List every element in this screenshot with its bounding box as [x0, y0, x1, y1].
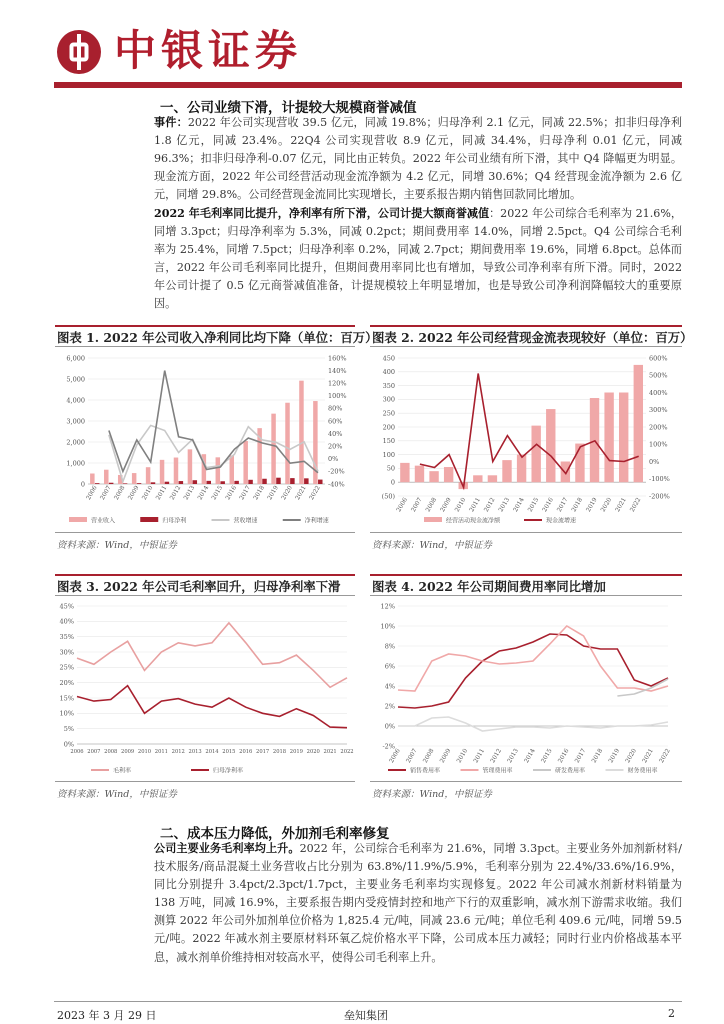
x-tick-label: 2013: [506, 747, 520, 765]
legend-label: 毛利率: [113, 767, 132, 775]
x-tick-label: 2008: [424, 496, 439, 514]
x-tick-label: 2017: [238, 484, 253, 502]
x-tick-label: 2016: [239, 749, 253, 755]
section-title-2: 二、成本压力降低，外加剂毛利率修复: [160, 826, 390, 842]
x-tick-label: 2022: [658, 747, 672, 765]
y-tick-label: 10%: [380, 622, 395, 631]
bar-归母净利: [179, 481, 183, 484]
figure-source: 资料来源：Wind，中银证券: [57, 789, 177, 800]
bar-归母净利: [95, 483, 99, 484]
bar-归母净利: [304, 478, 308, 484]
y2-tick-label: 80%: [328, 404, 343, 413]
x-tick-label: 2015: [210, 484, 225, 502]
figure-1-chart: [55, 350, 355, 530]
bar-营业收入: [271, 414, 275, 484]
x-tick-label: 2007: [404, 747, 419, 765]
line-归母净利率: [77, 686, 347, 728]
line-管理费用率: [398, 626, 668, 691]
y-tick-label: 8%: [384, 642, 395, 651]
x-tick-label: 2012: [482, 496, 497, 514]
bar-归母净利: [248, 480, 252, 484]
x-tick-label: 2018: [252, 484, 266, 502]
x-tick-label: 2021: [294, 484, 308, 502]
x-tick-label: 2018: [590, 747, 605, 765]
y-tick-label: 100: [382, 450, 395, 459]
paragraph-lead: 2022 年毛利率同比提升，净利率有所下滑，公司计提大额商誉减值: [154, 207, 490, 220]
figure-rule: [55, 532, 355, 533]
x-tick-label: 2022: [628, 496, 643, 514]
y-tick-label: 25%: [59, 663, 74, 672]
figure-source: 资料来源：Wind，中银证券: [372, 789, 492, 800]
figure-2-title: 图表 2. 2022 年公司经营现金流表现较好（单位：百万）: [372, 330, 693, 345]
footer-company: 垒知集团: [344, 1009, 388, 1022]
paragraph-lead: 公司主要业务毛利率均上升。: [154, 842, 300, 855]
line-销售费用率: [398, 634, 668, 708]
x-tick-label: 2011: [472, 747, 487, 765]
y-tick-label: 250: [382, 409, 395, 418]
y-tick-label: 10%: [59, 709, 74, 718]
legend-label: 净利增速: [304, 517, 329, 525]
y-tick-label: 40%: [59, 617, 74, 626]
y-tick-label: 30%: [59, 648, 74, 657]
x-tick-label: 2011: [154, 749, 168, 755]
y-tick-label: 0%: [63, 740, 74, 749]
x-tick-label: 2018: [570, 496, 585, 514]
figure-rule: [55, 781, 355, 782]
legend-label: 营业收入: [91, 517, 116, 525]
footer-date: 2023 年 3 月 29 日: [57, 1009, 157, 1022]
x-tick-label: 2008: [112, 484, 127, 502]
y-tick-label: 1,000: [66, 459, 85, 468]
bar-经营活动现金流净额: [546, 409, 555, 482]
y-tick-label: 200: [382, 423, 395, 432]
bar-归母净利: [151, 482, 155, 484]
legend-swatch: [424, 517, 442, 522]
y-tick-label: 45%: [59, 602, 74, 611]
bar-归母净利: [165, 482, 169, 484]
x-tick-label: 2014: [205, 749, 219, 755]
bar-归母净利: [318, 480, 322, 484]
y2-tick-label: 400%: [649, 388, 668, 397]
x-tick-label: 2006: [395, 496, 410, 514]
bar-经营活动现金流净额: [488, 475, 497, 482]
figure-3-chart: [55, 598, 355, 780]
x-tick-label: 2020: [306, 749, 320, 755]
x-tick-label: 2008: [104, 749, 118, 755]
bar-归母净利: [290, 478, 294, 484]
x-tick-label: 2013: [188, 749, 202, 755]
y-tick-label: 400: [382, 368, 395, 377]
legend-swatch: [69, 517, 87, 522]
bar-营业收入: [230, 455, 234, 484]
y-tick-label: 0: [390, 478, 395, 487]
x-tick-label: 2012: [168, 484, 183, 502]
bar-经营活动现金流净额: [619, 393, 628, 483]
figure-rule: [370, 574, 682, 576]
figure-rule: [55, 325, 355, 327]
bar-营业收入: [104, 470, 108, 484]
x-tick-label: 2010: [140, 484, 155, 502]
y2-tick-label: -200%: [649, 492, 670, 501]
y2-tick-label: 300%: [649, 406, 668, 415]
figure-1-title: 图表 1. 2022 年公司收入净利同比均下降（单位：百万）: [57, 330, 378, 345]
x-tick-label: 2020: [624, 747, 638, 765]
y-tick-label: 6%: [384, 662, 395, 671]
y-tick-label: 20%: [59, 678, 74, 687]
paragraph-event: [154, 114, 682, 204]
x-tick-label: 2010: [455, 747, 470, 765]
figure-rule: [55, 346, 355, 347]
x-tick-label: 2006: [388, 747, 402, 765]
header-rule: [54, 82, 682, 88]
x-tick-label: 2007: [409, 496, 424, 514]
x-tick-label: 2020: [599, 496, 614, 514]
bar-营业收入: [285, 403, 289, 484]
bar-归母净利: [220, 481, 224, 484]
y2-tick-label: 0%: [649, 457, 660, 466]
y2-tick-label: 100%: [328, 392, 347, 401]
y2-tick-label: 140%: [328, 366, 347, 375]
paragraph-lead: 事件：: [154, 116, 188, 129]
bar-营业收入: [243, 441, 247, 484]
y-tick-label: 35%: [59, 632, 74, 641]
x-tick-label: 2012: [489, 747, 503, 765]
line-财务费用率: [398, 717, 668, 731]
y2-tick-label: 40%: [328, 429, 343, 438]
x-tick-label: 2016: [224, 484, 239, 502]
bar-经营活动现金流净额: [400, 463, 409, 482]
figure-rule: [370, 346, 682, 347]
legend-swatch: [140, 517, 158, 522]
x-tick-label: 2007: [87, 749, 101, 755]
y-tick-label: 450: [382, 354, 395, 363]
bar-营业收入: [132, 473, 136, 484]
y-tick-label: 5,000: [66, 375, 85, 384]
x-tick-label: 2022: [340, 749, 354, 755]
y2-tick-label: 120%: [328, 379, 347, 388]
x-tick-label: 2006: [84, 484, 99, 502]
y2-tick-label: 600%: [649, 354, 668, 363]
figure-rule: [55, 574, 355, 576]
x-tick-label: 2007: [98, 484, 113, 502]
y-tick-label: 50: [386, 464, 395, 473]
bar-归母净利: [193, 480, 197, 484]
x-tick-label: 2014: [512, 496, 526, 514]
bar-营业收入: [90, 474, 94, 485]
x-tick-label: 2015: [526, 496, 541, 514]
x-tick-label: 2009: [438, 747, 453, 765]
y2-tick-label: 100%: [649, 440, 668, 449]
y2-tick-label: 160%: [328, 354, 347, 363]
x-tick-label: 2012: [171, 749, 185, 755]
paragraph-margin-repair: [154, 840, 682, 967]
y2-tick-label: -20%: [328, 467, 345, 476]
paragraph-body: 2022 年公司实现营收 39.5 亿元，同减 19.8%；归母净利 2.1 亿元，同减 22.5%；扣非归母净利 1.8 亿元，同减 23.4%。22Q4 公司实现营收 8.9 亿元，同减 34.4%，归母净利 0.01 亿元，同减 96.3%；扣非归母净利-0.07 亿元，同比由正转负。2022 年公司业绩有所下滑，其中 Q4 降幅更为明显。现金流方面，2022 年公司经营活动现金流净额为 4.2 亿元，同增 30.6%；Q4 经营现金流净额为 2.6 亿元，同增 29.8%。公司经营现金流同比实现增长，主要系报告期内销售回款同比增加。: [154, 116, 682, 202]
y-tick-label: 4,000: [66, 396, 85, 405]
figure-3-title: 图表 3. 2022 年公司毛利率回升，归母净利率下滑: [57, 579, 341, 594]
x-tick-label: 2014: [523, 747, 537, 765]
bar-经营活动现金流净额: [634, 365, 643, 482]
bar-经营活动现金流净额: [429, 471, 438, 482]
y-tick-label: 2,000: [66, 438, 85, 447]
bar-经营活动现金流净额: [604, 393, 613, 483]
page-number: 2: [668, 1007, 675, 1020]
y2-tick-label: 60%: [328, 417, 343, 426]
y-tick-label: 0: [80, 480, 85, 489]
figure-rule: [370, 325, 682, 327]
y-tick-label: (50): [381, 492, 395, 501]
paragraph-body: ：2022 年公司综合毛利率为 21.6%，同增 3.3pct；归母净利率为 5.3%，同减 0.2pct；期间费用率 14.0%，同增 2.5pct。Q4 公司综合毛利率为 25.4%，同增 7.5pct；归母净利率 0.2%，同减 2.7pct；期间费用率 19.6%，同增 6.8pct。总体而言，2022 年公司毛利率同比提升，但期间费用率同比也有增加，导致公司净利率有所下滑。同时，2022 年公司计提了 0.5 亿元商誉减值准备，计提规模较上年明显增加，也是导致公司净利润降幅较大的重要原因。: [154, 207, 682, 311]
x-tick-label: 2009: [121, 749, 135, 755]
x-tick-label: 2016: [556, 747, 571, 765]
figure-rule: [370, 781, 682, 782]
x-tick-label: 2021: [614, 496, 628, 514]
x-tick-label: 2019: [266, 484, 280, 502]
y-tick-label: -2%: [382, 742, 395, 751]
x-tick-label: 2010: [453, 496, 468, 514]
company-name: 中银证券: [114, 26, 303, 75]
y-tick-label: 5%: [63, 724, 74, 733]
y-tick-label: 150: [382, 437, 395, 446]
figure-2-chart: [368, 350, 682, 530]
bar-经营活动现金流净额: [517, 455, 526, 483]
x-tick-label: 2019: [584, 496, 599, 514]
x-tick-label: 2013: [182, 484, 197, 502]
y-tick-label: 0%: [384, 722, 395, 731]
x-tick-label: 2017: [555, 496, 570, 514]
x-tick-label: 2010: [137, 749, 152, 755]
figure-source: 资料来源：Wind，中银证券: [57, 540, 177, 551]
bar-经营活动现金流净额: [473, 475, 482, 482]
figure-4-title: 图表 4. 2022 年公司期间费用率同比增加: [372, 579, 606, 594]
bar-经营活动现金流净额: [444, 467, 453, 482]
bar-归母净利: [137, 483, 141, 484]
x-tick-label: 2009: [439, 496, 453, 514]
legend-label: 销售费用率: [410, 767, 441, 775]
line-毛利率: [77, 623, 347, 687]
bar-经营活动现金流净额: [415, 466, 424, 483]
x-tick-label: 2014: [196, 484, 211, 502]
x-tick-label: 2020: [280, 484, 294, 502]
figure-rule: [370, 532, 682, 533]
legend-label: 归母净利率: [213, 767, 244, 775]
bar-经营活动现金流净额: [575, 444, 584, 483]
x-tick-label: 2017: [573, 747, 588, 765]
x-tick-label: 2021: [323, 749, 337, 755]
x-tick-label: 2009: [126, 484, 141, 502]
x-tick-label: 2013: [497, 496, 512, 514]
legend-label: 研发费用率: [555, 767, 586, 775]
y2-tick-label: 20%: [328, 442, 343, 451]
x-tick-label: 2019: [289, 749, 303, 755]
bar-归母净利: [207, 481, 211, 484]
legend-label: 归母净利: [162, 517, 187, 525]
legend-label: 现金流增速: [546, 517, 577, 525]
y2-tick-label: 500%: [649, 371, 668, 380]
bar-归母净利: [276, 478, 280, 484]
y2-tick-label: 0%: [328, 455, 339, 464]
bar-经营活动现金流净额: [502, 460, 511, 482]
y-tick-label: 15%: [59, 694, 74, 703]
bar-营业收入: [188, 449, 192, 484]
x-tick-label: 2015: [222, 749, 236, 755]
bar-经营活动现金流净额: [531, 426, 540, 483]
y2-tick-label: 200%: [649, 423, 668, 432]
x-tick-label: 2015: [539, 747, 554, 765]
bar-营业收入: [299, 381, 303, 484]
section-title-1: 一、公司业绩下滑，计提较大规模商誉减值: [160, 100, 417, 116]
legend-label: 管理费用率: [482, 767, 513, 775]
figure-rule: [55, 595, 355, 596]
y2-tick-label: -100%: [649, 475, 670, 484]
boc-coin-icon: [57, 30, 101, 74]
paragraph-margin: [154, 205, 682, 314]
x-tick-label: 2016: [541, 496, 555, 514]
bar-归母净利: [109, 483, 113, 484]
x-tick-label: 2018: [272, 749, 287, 755]
x-tick-label: 2019: [607, 747, 622, 765]
bar-营业收入: [146, 467, 150, 484]
x-tick-label: 2022: [308, 484, 322, 502]
x-tick-label: 2011: [154, 484, 169, 502]
bar-营业收入: [216, 457, 220, 484]
legend-label: 营收增速: [233, 517, 258, 525]
x-tick-label: 2021: [641, 747, 655, 765]
y-tick-label: 3,000: [66, 417, 85, 426]
y-tick-label: 300: [382, 395, 395, 404]
y-tick-label: 6,000: [66, 354, 85, 363]
bar-归母净利: [123, 483, 127, 484]
figure-source: 资料来源：Wind，中银证券: [372, 540, 492, 551]
bar-营业收入: [160, 460, 164, 484]
footer-rule: [54, 1001, 682, 1002]
y-tick-label: 12%: [380, 602, 395, 611]
legend-label: 财务费用率: [627, 767, 658, 775]
y-tick-label: 2%: [384, 702, 395, 711]
y-tick-label: 350: [382, 381, 395, 390]
legend-label: 经营活动现金流净额: [446, 517, 501, 525]
x-tick-label: 2008: [421, 747, 436, 765]
bar-归母净利: [262, 479, 266, 484]
bar-营业收入: [174, 458, 178, 484]
x-tick-label: 2017: [256, 749, 270, 755]
figure-4-chart: [368, 598, 682, 780]
bar-归母净利: [234, 481, 238, 484]
x-tick-label: 2006: [70, 749, 84, 755]
y-tick-label: 4%: [384, 682, 395, 691]
x-tick-label: 2011: [468, 496, 482, 514]
figure-rule: [370, 595, 682, 596]
paragraph-body: 2022 年，公司综合毛利率为 21.6%，同增 3.3pct。主要业务外加剂新材料/技术服务/商品混凝土业务营收占比分别为 63.8%/11.9%/5.9%，毛利率分别为 22.4%/33.6%/16.9%，同比分别提升 3.4pct/2.3pct/1.7pct，主要业务毛利率均实现修复。2022 年公司减水剂新材料销量为 138 万吨，同减 16.9%，主要系报告期内受疫情封控和地产下行的双重影响，减水剂下游需求收缩。我们测算 2022 年公司外加剂单位价格为 1,825.4 元/吨，同减 23.6 元/吨；单位毛利 409.6 元/吨，同增 59.5 元/吨。2022 年减水剂主要原材料环氧乙烷价格水平下降，公司成本压力减轻；同时行业内价格战基本平息，减水剂单价维持相对较高水平，使得公司毛利率上升。: [154, 842, 682, 964]
y2-tick-label: -40%: [328, 480, 345, 489]
